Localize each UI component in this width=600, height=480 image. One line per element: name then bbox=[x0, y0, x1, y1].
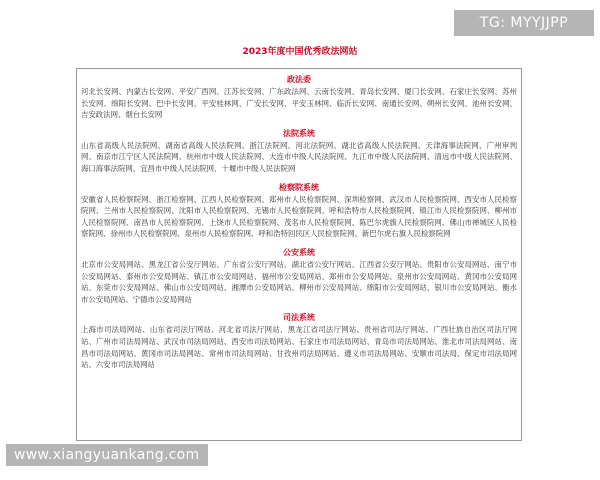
section-procuratorate-system bbox=[81, 182, 517, 240]
section-site-list: 北京市公安局网站、黑龙江省公安厅网站、广东省公安厅网站、湖北省公安厅网站、江西省公安厅网站、贵阳市公安局网站、南宁市公安局网站、泰州市公安局网站、镇江市公安局网站、福州市公安局网站、郑州市公安局网站、泉州市公安局网站、黄冈市公安局网站、东莞市公安局网站、佛山市公安局网站、湘潭市公安局网站、柳州市公安局网站、绵阳市公安局网站、银川市公安局网站、衡水市公安局网站、宁德市公安局网站 bbox=[81, 259, 517, 304]
section-site-list: 上海市司法局网站、山东省司法厅网站、河北省司法厅网站、黑龙江省司法厅网站、贵州省司法厅网站、广西壮族自治区司法厅网站、广州市司法局网站、武汉市司法局网站、西安市司法局网站、石家庄市司法局网站、青岛市司法局网站、淮北市司法局网站、南昌市司法局网站、黄冈市司法局网站、常州市司法局网站、甘孜州司法局网站、遵义市司法局网站、安顺市司法局、保定市司法局网站、六安市司法局网站 bbox=[81, 325, 517, 370]
section-heading: 公安系统 bbox=[283, 247, 315, 257]
section-public-security-system bbox=[81, 247, 517, 305]
section-court-system bbox=[81, 128, 517, 175]
section-justice-system bbox=[81, 312, 517, 370]
section-site-list: 河北长安网、内蒙古长安网、平安广西网、江苏长安网、广东政法网、云南长安网、青岛长安网、厦门长安网、石家庄长安网、苏州长安网、绵阳长安网、巴中长安网、平安桂林网、广安长安网、平安玉林网、临沂长安网、南通长安网、朔州长安网、池州长安网、吉安政法网、烟台长安网 bbox=[81, 87, 517, 120]
section-heading: 法院系统 bbox=[283, 128, 315, 138]
content-box bbox=[76, 68, 522, 441]
section-heading: 政法委 bbox=[287, 75, 311, 84]
page-title: 2023年度中国优秀政法网站 bbox=[242, 47, 358, 57]
section-heading: 司法系统 bbox=[283, 313, 315, 323]
section-site-list: 安徽省人民检察院网、浙江检察网、江西人民检察院网、郑州市人民检察院网、深圳检察网、武汉市人民检察院网、西安市人民检察院网、兰州市人民检察院网、沈阳市人民检察院网、无锡市人民检察院网、呼和浩特市人民检察院网、镇江市人民检察院网、柳州市人民检察院网、南昌市人民检察院网、上饶市人民检察院网、茂名市人民检察院网、陈巴尔虎旗人民检察院网、佛山市禅城区人民检察院网、徐州市人民检察院网、泉州市人民检察院网、呼和浩特回民区人民检察院网、新巴尔虎右旗人民检察院网 bbox=[81, 194, 517, 239]
watermark-bottom: www.xiangyuankang.com bbox=[6, 444, 208, 466]
section-site-list: 山东省高级人民法院网、湖南省高级人民法院网、浙江法院网、河北法院网、湖北省高级人民法院网、天津海事法院网、广州审判网、南京市江宁区人民法院网、杭州市中级人民法院网、大连市中级人民法院网、九江市中级人民法院网、清远市中级人民法院网、海口海事法院网、宜昌市中级人民法院网、十堰市中级人民法院网 bbox=[81, 140, 517, 173]
section-political-legal-committee bbox=[81, 74, 517, 121]
watermark-top: TG: MYYJJPP bbox=[454, 10, 594, 36]
section-heading: 检察院系统 bbox=[279, 182, 319, 192]
